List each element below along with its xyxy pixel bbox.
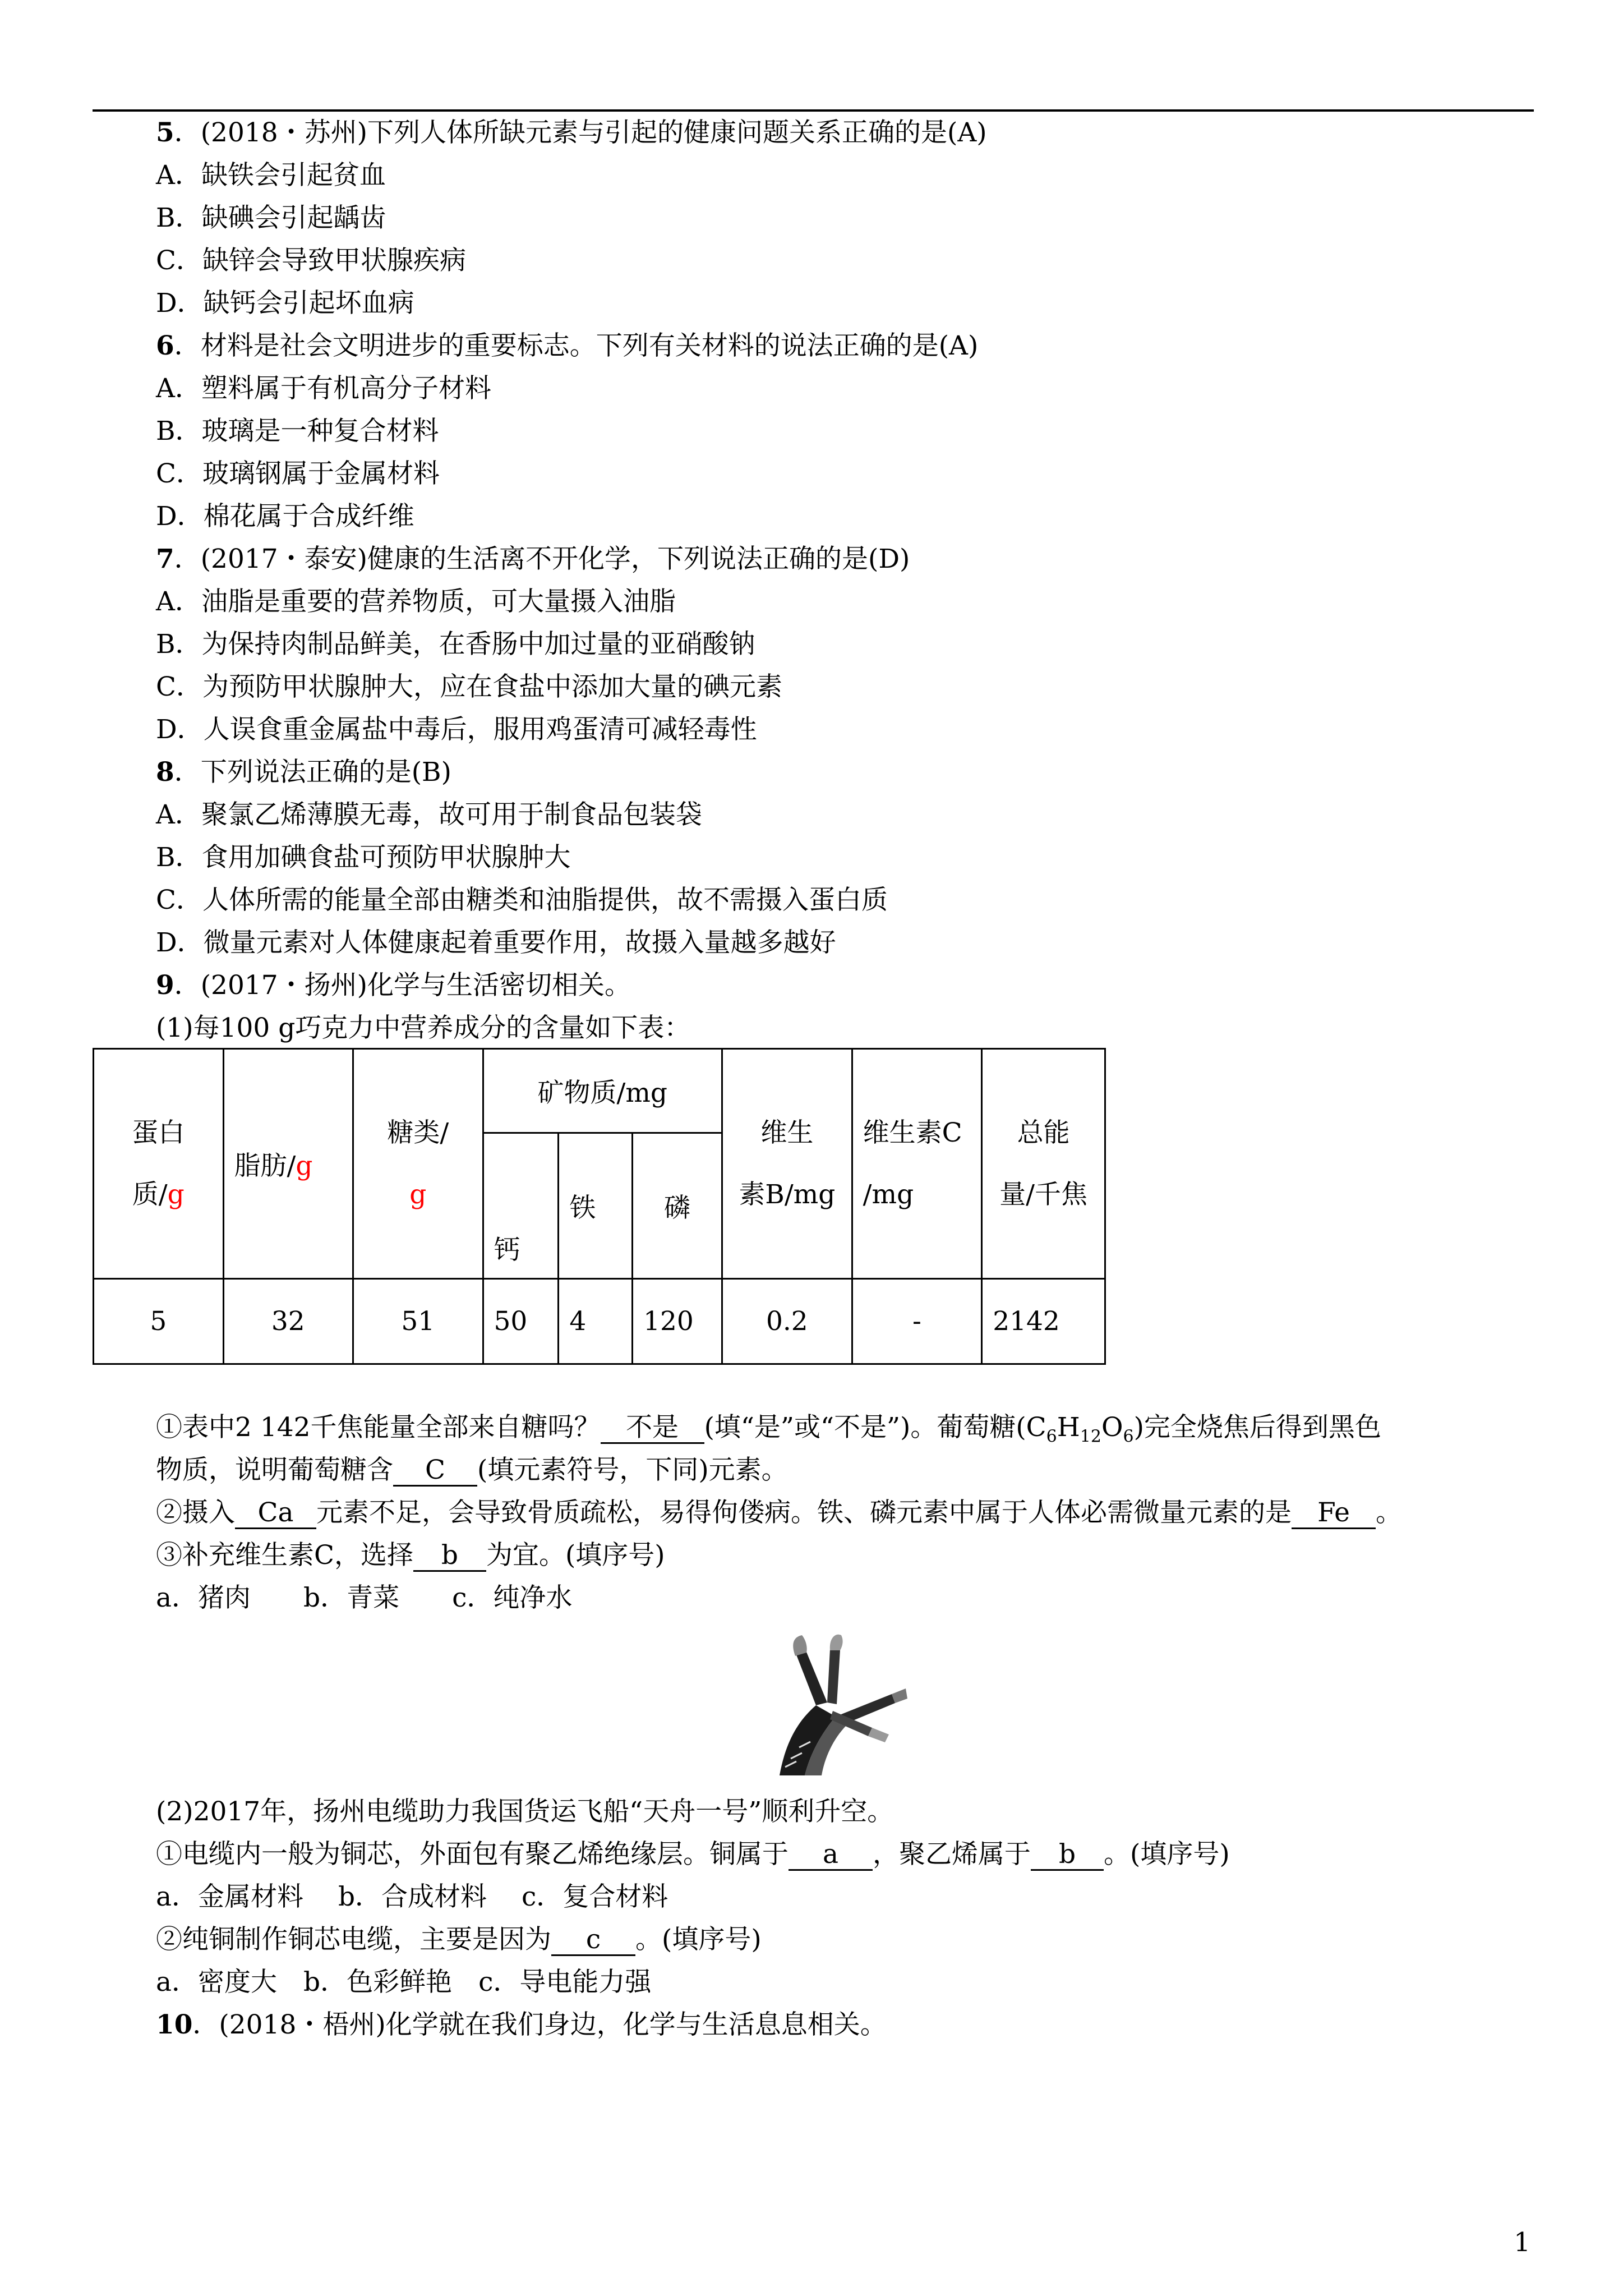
table-cell: 50 [483, 1279, 559, 1364]
q8-option-d: D．微量元素对人体健康起着重要作用，故摄入量越多越好 [156, 927, 836, 958]
q7-option-d: D．人误食重金属盐中毒后，服用鸡蛋清可减轻毒性 [156, 714, 757, 745]
nutrition-table [93, 1048, 1106, 1365]
q7-option-a: A．油脂是重要的营养物质，可大量摄入油脂 [156, 586, 676, 617]
q9-part2-intro: (2)2017年，扬州电缆助力我国货运飞船“天舟一号”顺利升空。 [156, 1796, 894, 1827]
table-cell: 2142 [982, 1279, 1105, 1364]
q7-option-c: C．为预防甲状腺肿大，应在食盐中添加大量的碘元素 [156, 671, 782, 702]
q6-option-c: C．玻璃钢属于金属材料 [156, 458, 440, 489]
q6-option-a: A．塑料属于有机高分子材料 [156, 373, 491, 404]
q6-option-d: D．棉花属于合成纤维 [156, 501, 414, 532]
header-phosphorus: 磷 [633, 1133, 722, 1279]
header-fat: 脂肪/g [223, 1049, 353, 1279]
table-cell: 0.2 [722, 1279, 852, 1364]
question-10: 10．(2018・梧州)化学就在我们身边，化学与生活息息相关。 [156, 2009, 887, 2040]
header-vitamin-b: 维生 素B/mg [722, 1049, 852, 1279]
table-cell: 32 [223, 1279, 353, 1364]
header-calcium: 钙 [483, 1133, 559, 1279]
q9-sub2: ②摄入 Ca 元素不足，会导致骨质疏松，易得佝偻病。铁、磷元素中属于人体必需微量元素的是 Fe 。 [156, 1497, 1402, 1528]
q9-sub3-options: a．猪肉 b．青菜 c．纯净水 [156, 1582, 573, 1613]
answer-blank: b [413, 1541, 486, 1572]
answer-blank: Ca [235, 1498, 316, 1529]
table-cell: 4 [559, 1279, 633, 1364]
table-cell: 51 [353, 1279, 483, 1364]
answer-blank: c [551, 1925, 635, 1956]
question-6: 6．材料是社会文明进步的重要标志。下列有关材料的说法正确的是(A) [156, 330, 979, 361]
q9-part2-sub1: ①电缆内一般为铜芯，外面包有聚乙烯绝缘层。铜属于 a ，聚乙烯属于 b 。(填序号) [156, 1839, 1230, 1870]
q5-option-b: B．缺碘会引起龋齿 [156, 203, 386, 233]
q6-option-b: B．玻璃是一种复合材料 [156, 416, 439, 447]
answer-blank: b [1031, 1840, 1104, 1871]
question-9: 9．(2017・扬州)化学与生活密切相关。 [156, 970, 631, 1001]
q8-option-c: C．人体所需的能量全部由糖类和油脂提供，故不需摄入蛋白质 [156, 885, 888, 915]
header-protein: 蛋白 质/g [94, 1049, 224, 1279]
header-energy: 总能 量/千焦 [982, 1049, 1105, 1279]
q7-option-b: B．为保持肉制品鲜美，在香肠中加过量的亚硝酸钠 [156, 629, 755, 660]
q5-option-d: D．缺钙会引起坏血病 [156, 288, 414, 319]
cable-figure [763, 1632, 909, 1778]
q9-part2-sub1-options: a．金属材料 b．合成材料 c．复合材料 [156, 1881, 668, 1912]
answer-blank: 不是 [601, 1413, 704, 1444]
header-mineral: 矿物质/mg [483, 1049, 722, 1133]
page-number: 1 [1514, 2227, 1530, 2258]
q9-part2-sub2-options: a．密度大 b．色彩鲜艳 c．导电能力强 [156, 1967, 652, 1998]
q8-option-b: B．食用加碘食盐可预防甲状腺肿大 [156, 842, 571, 873]
table-cell: 120 [633, 1279, 722, 1364]
table-cell: - [852, 1279, 982, 1364]
table-cell: 5 [94, 1279, 224, 1364]
answer-blank: a [789, 1840, 873, 1871]
q9-sub3: ③补充维生素C，选择 b 为宜。(填序号) [156, 1540, 665, 1571]
header-vitamin-c: 维生素C /mg [852, 1049, 982, 1279]
question-5: 5．(2018・苏州)下列人体所缺元素与引起的健康问题关系正确的是(A) [156, 117, 987, 148]
answer-blank: Fe [1292, 1498, 1376, 1529]
question-8: 8．下列说法正确的是(B) [156, 757, 451, 788]
q9-part1-intro: (1)每100 g巧克力中营养成分的含量如下表： [156, 1013, 691, 1043]
header-iron: 铁 [559, 1133, 633, 1279]
q8-option-a: A．聚氯乙烯薄膜无毒，故可用于制食品包装袋 [156, 799, 702, 830]
header-sugar: 糖类/ g [353, 1049, 483, 1279]
q9-part2-sub2: ②纯铜制作铜芯电缆，主要是因为 c 。(填序号) [156, 1924, 762, 1955]
q5-option-c: C．缺锌会导致甲状腺疾病 [156, 245, 466, 276]
q5-option-a: A．缺铁会引起贫血 [156, 160, 386, 191]
q9-sub1-line2: 物质，说明葡萄糖含 C (填元素符号，下同)元素。 [156, 1455, 788, 1485]
answer-blank: C [393, 1456, 477, 1487]
q9-sub1-line1: ①表中2 142千焦能量全部来自糖吗？ 不是 (填“是”或“不是”)。葡萄糖$(C_6H_{12}O_6)$完全烧焦后得到黑色 [156, 1412, 1381, 1447]
question-7: 7．(2017・泰安)健康的生活离不开化学，下列说法正确的是(D) [156, 544, 910, 574]
header-rule [93, 109, 1534, 112]
